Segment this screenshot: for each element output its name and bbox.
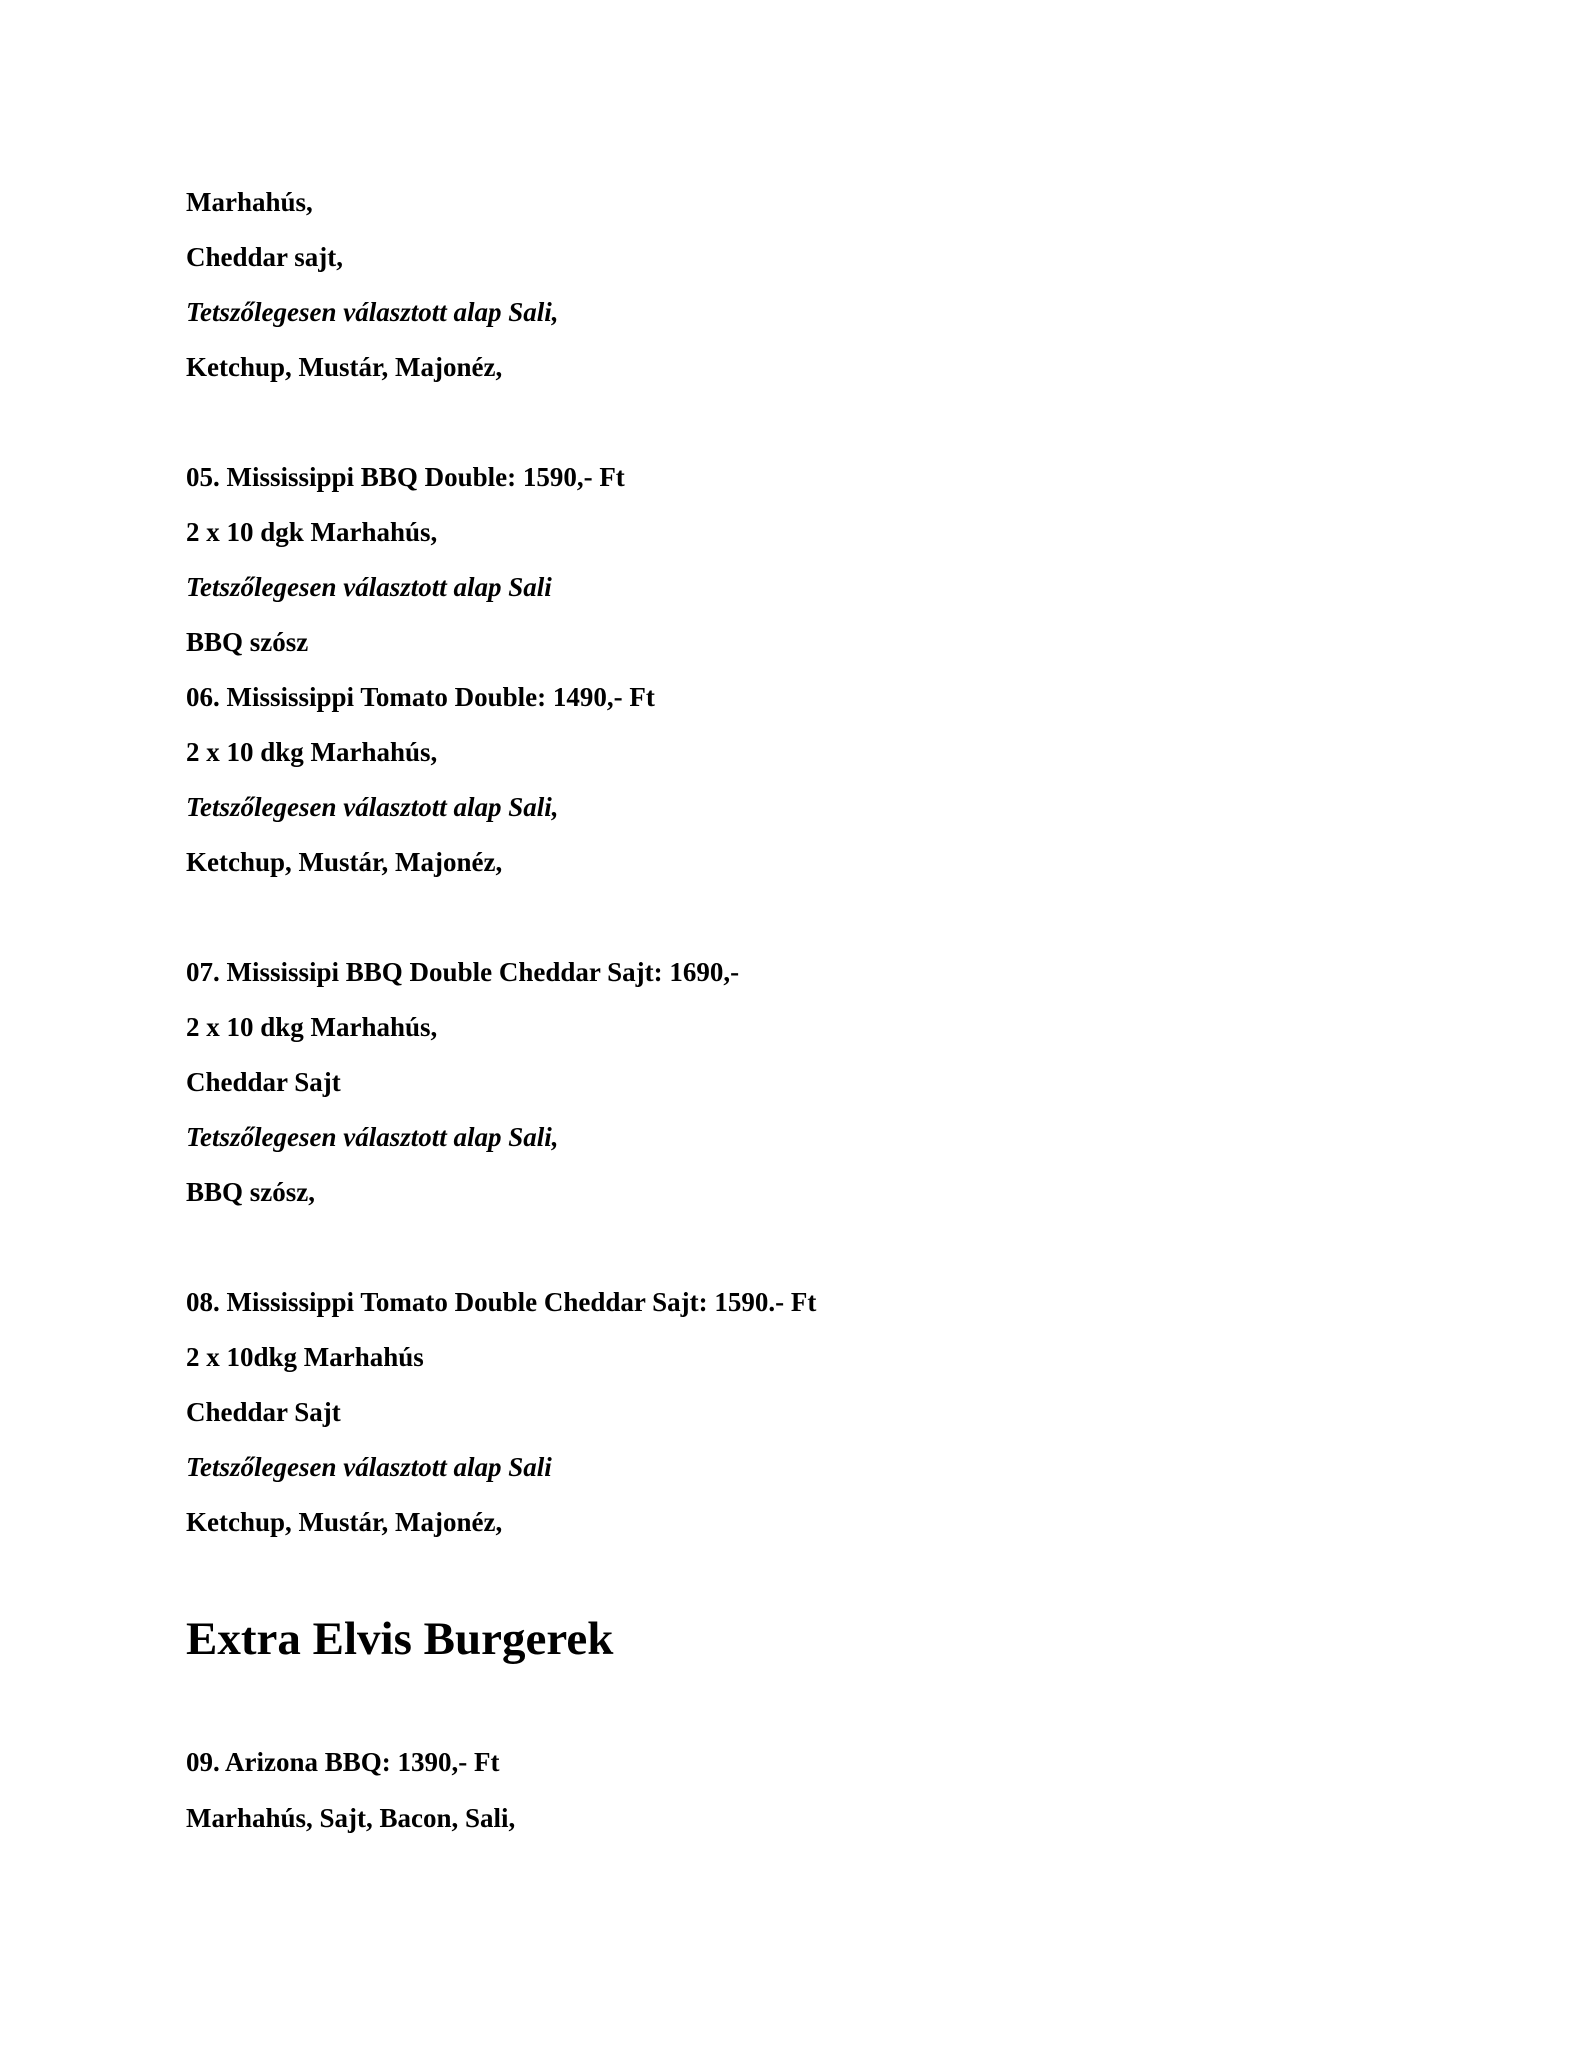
ingredient-line: BBQ szósz	[186, 627, 309, 657]
ingredient-line: Tetszőlegesen választott alap Sali	[186, 572, 552, 602]
ingredient-line: Marhahús,	[186, 187, 313, 217]
menu-item-title: 08. Mississippi Tomato Double Cheddar Sajt: 1590.- Ft	[186, 1287, 817, 1317]
menu-item-title: 09. Arizona BBQ: 1390,- Ft	[186, 1747, 500, 1777]
ingredient-line: Tetszőlegesen választott alap Sali	[186, 1452, 552, 1482]
ingredient-line: Ketchup, Mustár, Majonéz,	[186, 847, 503, 877]
ingredient-line: 2 x 10 dkg Marhahús,	[186, 1012, 438, 1042]
ingredient-line: Ketchup, Mustár, Majonéz,	[186, 352, 503, 382]
ingredient-line: Ketchup, Mustár, Majonéz,	[186, 1507, 503, 1537]
ingredient-line: BBQ szósz,	[186, 1177, 316, 1207]
ingredient-line: Cheddar Sajt	[186, 1397, 341, 1427]
ingredient-line: 2 x 10dkg Marhahús	[186, 1342, 424, 1372]
ingredient-line: Cheddar Sajt	[186, 1067, 341, 1097]
ingredient-line: Tetszőlegesen választott alap Sali,	[186, 297, 559, 327]
ingredient-line: Marhahús, Sajt, Bacon, Sali,	[186, 1803, 516, 1833]
ingredient-line: Tetszőlegesen választott alap Sali,	[186, 792, 559, 822]
ingredient-line: 2 x 10 dkg Marhahús,	[186, 737, 438, 767]
menu-item-title: 07. Mississipi BBQ Double Cheddar Sajt: 1690,-	[186, 957, 740, 987]
section-heading: Extra Elvis Burgerek	[186, 1613, 614, 1665]
ingredient-line: Cheddar sajt,	[186, 242, 344, 272]
menu-item-title: 06. Mississippi Tomato Double: 1490,- Ft	[186, 682, 655, 712]
ingredient-line: 2 x 10 dgk Marhahús,	[186, 517, 438, 547]
ingredient-line: Tetszőlegesen választott alap Sali,	[186, 1122, 559, 1152]
menu-item-title: 05. Mississippi BBQ Double: 1590,- Ft	[186, 462, 625, 492]
